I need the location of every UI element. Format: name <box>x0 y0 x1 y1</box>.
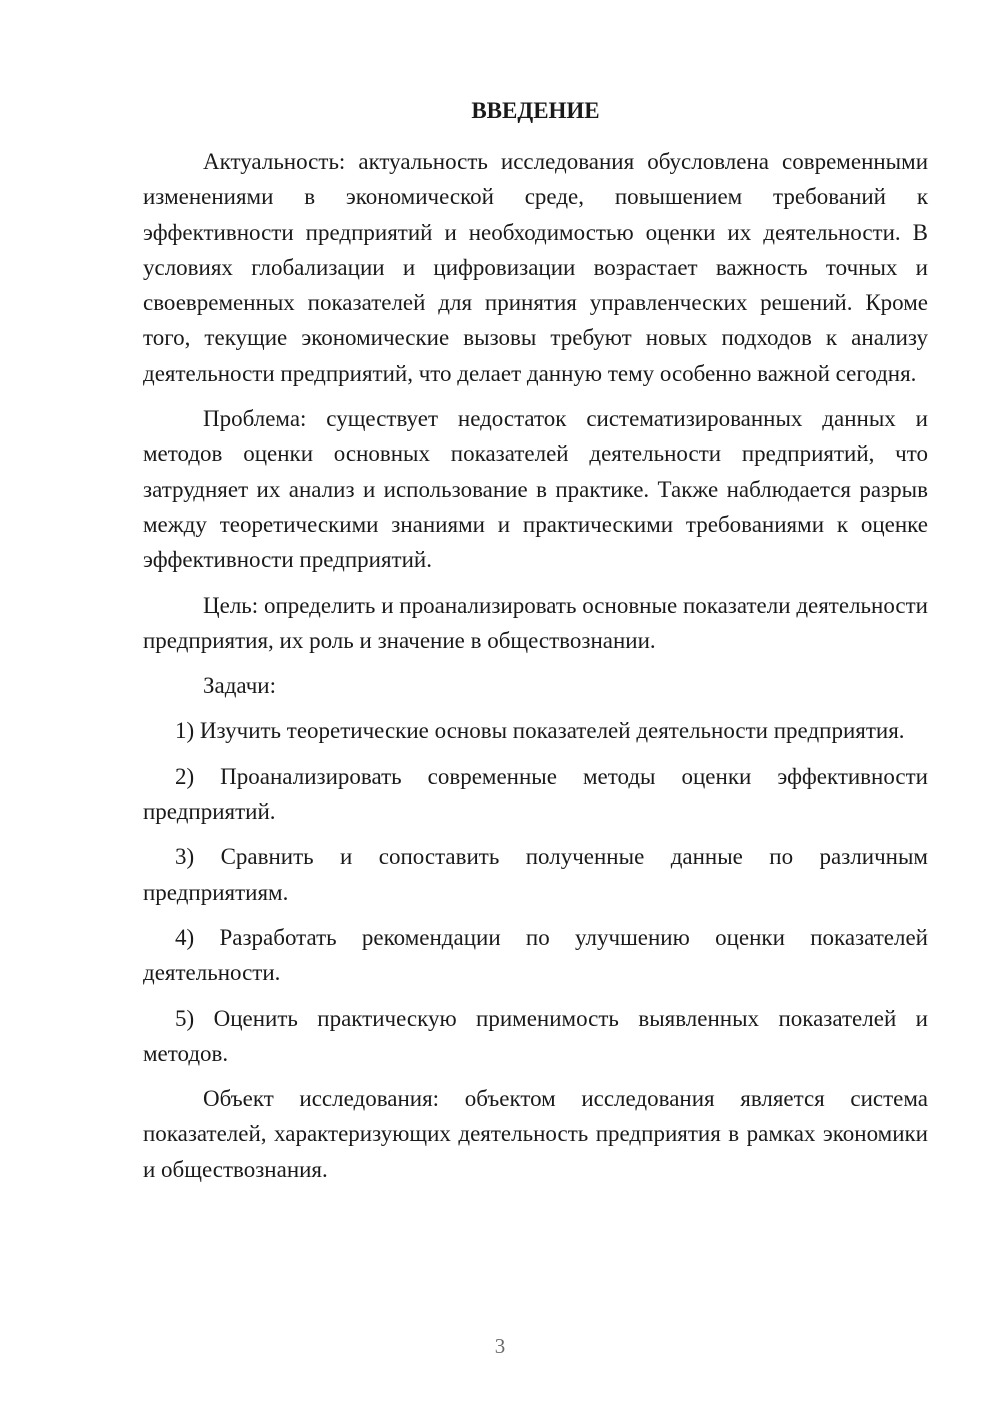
paragraph-goal: Цель: определить и проанализировать основные показатели деятельности предприятия, их роль и значение в обществознании. <box>143 592 928 653</box>
task-item-5: 5) Оценить практическую применимость выявленных показателей и методов. <box>143 1005 928 1066</box>
task-item-4: 4) Разработать рекомендации по улучшению оценки показателей деятельности. <box>143 924 928 986</box>
task-item-1: 1) Изучить теоретические основы показателей деятельности предприятия. <box>175 718 905 744</box>
page-number: 3 <box>494 1334 506 1358</box>
paragraph-relevance: Актуальность: актуальность исследования обусловлена современными изменениями в экономической среде, повышением требований к эффективности предприятий и необходимостью оценки их деятельности. В условиях глобализации и цифровизации возрастает важность точных и своевременных показателей для принятия управленческих решений. Кроме того, текущие экономические вызовы требуют новых подходов к анализу деятельности предприятий, что делает данную тему особенно важной сегодня. <box>143 149 928 386</box>
task-item-2: 2) Проанализировать современные методы оценки эффективности предприятий. <box>143 763 928 825</box>
section-title: ВВЕДЕНИЕ <box>471 98 600 123</box>
paragraph-problem: Проблема: существует недостаток систематизированных данных и методов оценки основных показателей деятельности предприятий, что затрудняет их анализ и использование в практике. Также наблюдается разрыв между теоретическими знаниями и практическими требованиями к оценке эффективности предприятий. <box>143 406 928 573</box>
paragraph-tasks-heading: Задачи: <box>203 673 276 699</box>
paragraph-object: Объект исследования: объектом исследования является система показателей, характеризующих деятельность предприятия в рамках экономики и обществознания. <box>143 1086 928 1182</box>
page-content <box>143 96 928 1197</box>
task-item-3: 3) Сравнить и сопоставить полученные данные по различным предприятиям. <box>143 844 928 905</box>
